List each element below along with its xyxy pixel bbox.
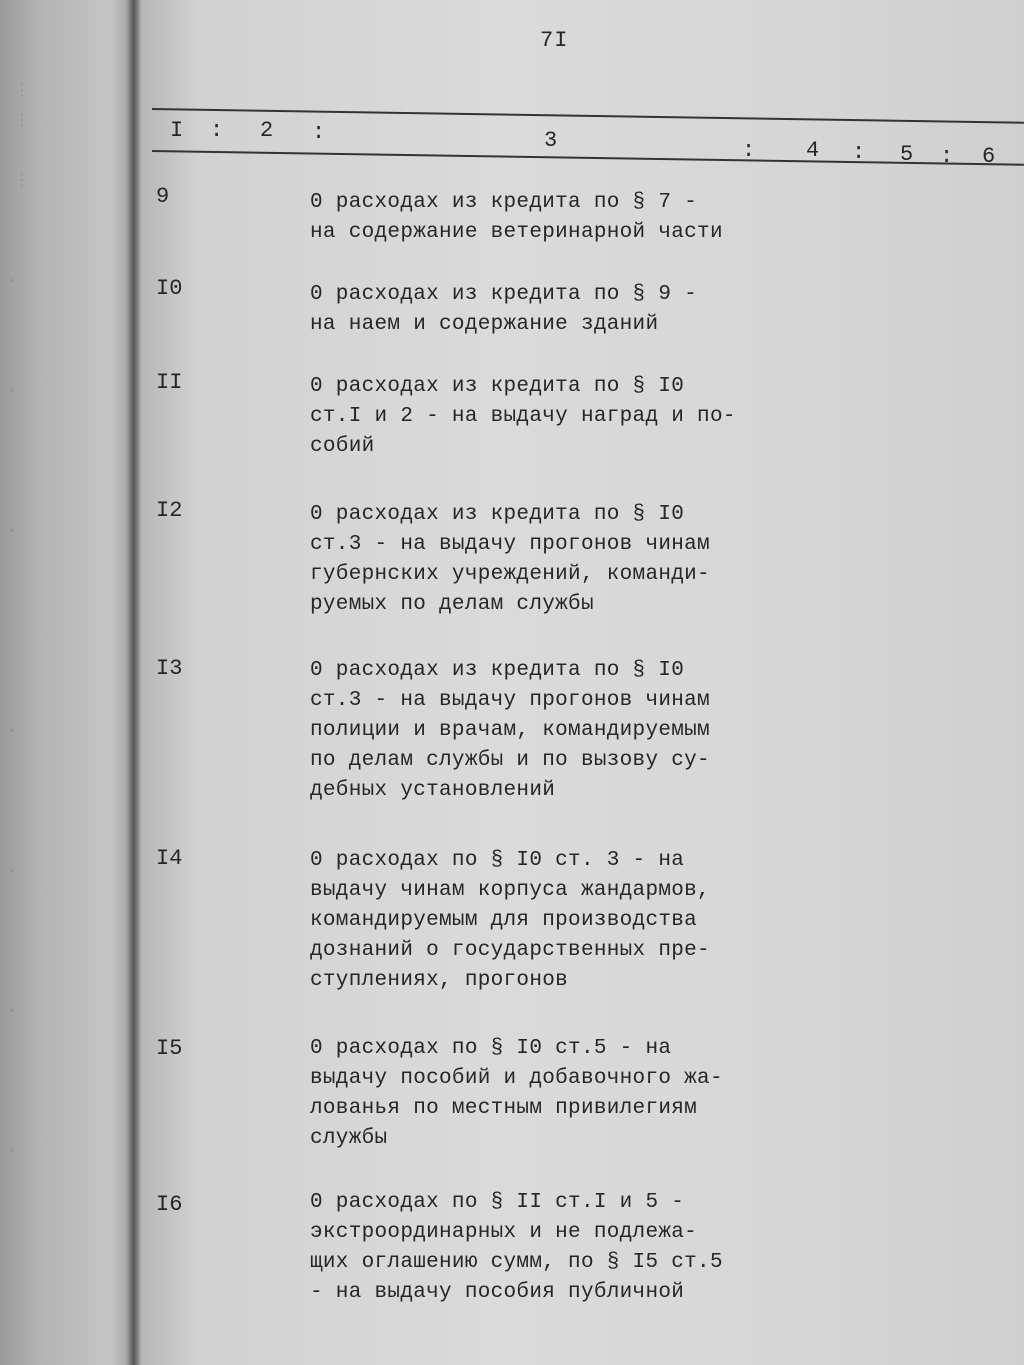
entry-line: руемых по делам службы <box>310 593 594 616</box>
column-header: 3 <box>544 128 558 153</box>
document-page <box>140 0 1024 1365</box>
entry-line: на наем и содержание зданий <box>310 313 659 336</box>
row-number: II <box>156 370 183 395</box>
column-separator: : <box>312 120 326 145</box>
entry-line: щих оглашению сумм, по § I5 ст.5 <box>310 1251 723 1274</box>
row-number: I5 <box>156 1036 183 1061</box>
column-separator: : <box>210 118 224 143</box>
entry-line: 0 расходах из кредита по § I0 <box>310 503 685 526</box>
entry-line: собий <box>310 435 375 458</box>
row-number: I3 <box>156 656 183 681</box>
row-entry <box>310 1034 770 1154</box>
bleed-mark: · <box>6 270 19 293</box>
bleed-mark: · <box>6 720 19 743</box>
entry-line: выдачу чинам корпуса жандармов, <box>310 879 710 902</box>
entry-line: 0 расходах по § I0 ст.5 - на <box>310 1037 672 1060</box>
left-page-edge <box>0 0 130 1365</box>
entry-line: по делам службы и по вызову су- <box>310 749 710 772</box>
entry-line: ст.I и 2 - на выдачу наград и по- <box>310 405 736 428</box>
row-number: I4 <box>156 846 183 871</box>
column-separator: : <box>940 144 954 169</box>
entry-line: - на выдачу пособия публичной <box>310 1281 685 1304</box>
column-separator: : <box>742 138 756 163</box>
row-entry <box>310 846 770 996</box>
entry-line: командируемым для производства <box>310 909 698 932</box>
entry-line: 0 расходах по § II ст.I и 5 - <box>310 1191 685 1214</box>
column-separator: : <box>852 140 866 165</box>
column-header: 2 <box>260 118 274 143</box>
column-header: 4 <box>806 138 820 163</box>
row-entry <box>310 280 770 340</box>
book-gutter <box>126 0 140 1365</box>
entry-line: 0 расходах из кредита по § 9 - <box>310 283 698 306</box>
row-entry <box>310 188 770 248</box>
entry-line: на содержание ветеринарной части <box>310 221 723 244</box>
bleed-mark: · <box>6 1140 19 1163</box>
bleed-mark: · <box>6 380 19 403</box>
entry-line: губернских учреждений, команди- <box>310 563 710 586</box>
table-header-rule-top <box>152 108 1024 124</box>
row-number: I6 <box>156 1192 183 1217</box>
row-entry <box>310 656 770 806</box>
entry-line: 0 расходах из кредита по § I0 <box>310 375 685 398</box>
entry-line: ст.3 - на выдачу прогонов чинам <box>310 689 710 712</box>
column-header: 5 <box>900 142 914 167</box>
bleed-mark: · <box>6 520 19 543</box>
page-number: 7I <box>540 28 569 53</box>
entry-line: лованья по местным привилегиям <box>310 1097 698 1120</box>
row-number: I2 <box>156 498 183 523</box>
entry-line: дознаний о государственных пре- <box>310 939 710 962</box>
row-number: 9 <box>156 184 170 209</box>
entry-line: дебных установлений <box>310 779 556 802</box>
bleed-mark: ⋮ <box>14 172 30 190</box>
bleed-mark: · <box>6 860 19 883</box>
column-header: I <box>170 118 184 143</box>
entry-line: полиции и врачам, командируемым <box>310 719 710 742</box>
entry-line: ступлениях, прогонов <box>310 969 569 992</box>
row-number: I0 <box>156 276 183 301</box>
entry-line: 0 расходах по § I0 ст. 3 - на <box>310 849 685 872</box>
entry-line: ст.3 - на выдачу прогонов чинам <box>310 533 710 556</box>
entry-line: выдачу пособий и добавочного жа- <box>310 1067 723 1090</box>
bleed-mark: · <box>6 1000 19 1023</box>
entry-line: экстроординарных и не подлежа- <box>310 1221 698 1244</box>
entry-line: службы <box>310 1127 388 1150</box>
bleed-mark: ⋮ <box>14 112 30 130</box>
bleed-mark: ⋮ <box>14 82 30 100</box>
entry-line: 0 расходах из кредита по § I0 <box>310 659 685 682</box>
row-entry <box>310 500 770 620</box>
row-entry <box>310 372 770 462</box>
column-header: 6 <box>982 144 996 169</box>
table-header-rule-bottom <box>152 150 1024 166</box>
row-entry <box>310 1188 770 1308</box>
entry-line: 0 расходах из кредита по § 7 - <box>310 191 698 214</box>
